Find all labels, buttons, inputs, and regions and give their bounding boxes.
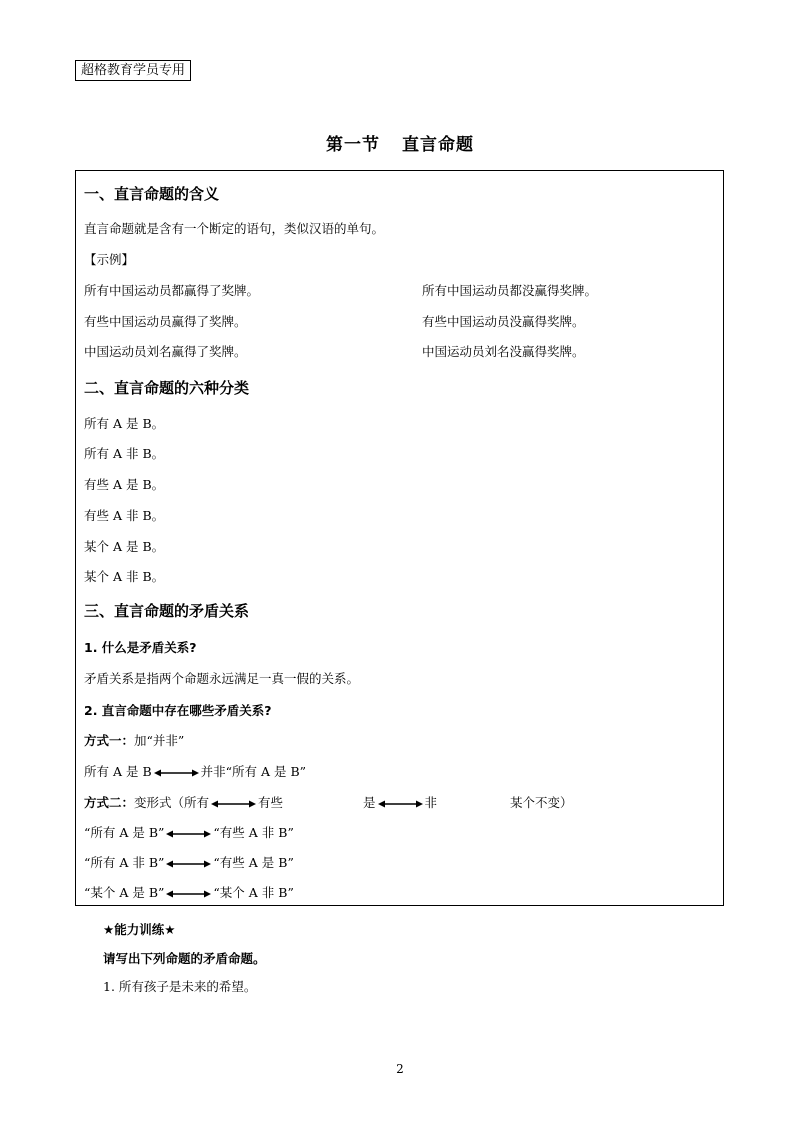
category-item: 所有 A 非 B。 — [84, 446, 165, 461]
category-item: 某个 A 非 B。 — [84, 569, 165, 584]
method1-example-left: 所有 A 是 B — [84, 764, 152, 779]
contradiction-pair — [84, 853, 294, 871]
method1-example-right: 并非“所有 A 是 B” — [200, 764, 307, 779]
page-title — [0, 130, 800, 155]
page-number: 2 — [396, 1062, 404, 1076]
section1-definition: 直言命题就是含有一个断定的语句，类似汉语的单句。 — [84, 221, 385, 236]
example-left-1: 所有中国运动员都赢得了奖牌。 — [84, 283, 260, 298]
section2-heading: 二、直言命题的六种分类 — [84, 379, 250, 397]
question-2: 2. 直言命题中存在哪些矛盾关系? — [84, 703, 272, 718]
method2-text-e: 某个不变） — [510, 795, 573, 810]
pair-right: “有些 A 是 B” — [213, 855, 294, 870]
pair-left: “所有 A 非 B” — [84, 855, 165, 870]
pair-right: “某个 A 非 B” — [213, 885, 294, 900]
contradiction-pair — [84, 883, 294, 901]
pair-left: “某个 A 是 B” — [84, 885, 165, 900]
category-item: 有些 A 非 B。 — [84, 508, 165, 523]
section3-heading: 三、直言命题的矛盾关系 — [84, 602, 250, 620]
method2-line — [84, 793, 283, 811]
title-part2: 直言命题 — [402, 135, 474, 155]
double-arrow-icon — [166, 889, 211, 899]
category-item: 所有 A 是 B。 — [84, 416, 165, 431]
method2-text-b: 有些 — [258, 795, 284, 810]
example-label: 【示例】 — [84, 252, 135, 267]
double-arrow-icon — [211, 799, 256, 809]
method2-line-part2 — [363, 793, 437, 811]
double-arrow-icon — [166, 829, 211, 839]
method2-text-c: 是 — [363, 795, 376, 810]
method2-label: 方式二： — [84, 795, 135, 810]
pair-right: “有些 A 非 B” — [213, 825, 294, 840]
training-instruction: 请写出下列命题的矛盾命题。 — [103, 951, 266, 966]
title-part1: 第一节 — [326, 135, 380, 155]
category-item: 某个 A 是 B。 — [84, 539, 165, 554]
pair-left: “所有 A 是 B” — [84, 825, 165, 840]
category-item: 有些 A 是 B。 — [84, 477, 165, 492]
example-left-2: 有些中国运动员赢得了奖牌。 — [84, 314, 247, 329]
method1-label: 方式一： — [84, 733, 135, 748]
example-right-1: 所有中国运动员都没赢得奖牌。 — [422, 283, 598, 298]
training-heading: ★能力训练★ — [103, 922, 176, 937]
example-left-3: 中国运动员刘名赢得了奖牌。 — [84, 344, 247, 359]
double-arrow-icon — [166, 859, 211, 869]
header-tag: 超格教育学员专用 — [75, 60, 191, 81]
method1-line — [84, 731, 184, 749]
method2-text-d: 非 — [424, 795, 438, 810]
method1-text: 加“并非” — [134, 733, 185, 748]
method2-text: 变形式（所有 — [134, 795, 210, 810]
contradiction-pair — [84, 823, 294, 841]
example-right-2: 有些中国运动员没赢得奖牌。 — [422, 314, 585, 329]
question-1: 1. 什么是矛盾关系? — [84, 640, 197, 655]
double-arrow-icon — [154, 768, 199, 778]
double-arrow-icon — [378, 799, 423, 809]
section1-heading: 一、直言命题的含义 — [84, 185, 220, 203]
answer-1: 矛盾关系是指两个命题永远满足一真一假的关系。 — [84, 671, 360, 686]
example-right-3: 中国运动员刘名没赢得奖牌。 — [422, 344, 585, 359]
method1-example — [84, 762, 306, 780]
training-question-1: 1. 所有孩子是未来的希望。 — [103, 979, 257, 994]
